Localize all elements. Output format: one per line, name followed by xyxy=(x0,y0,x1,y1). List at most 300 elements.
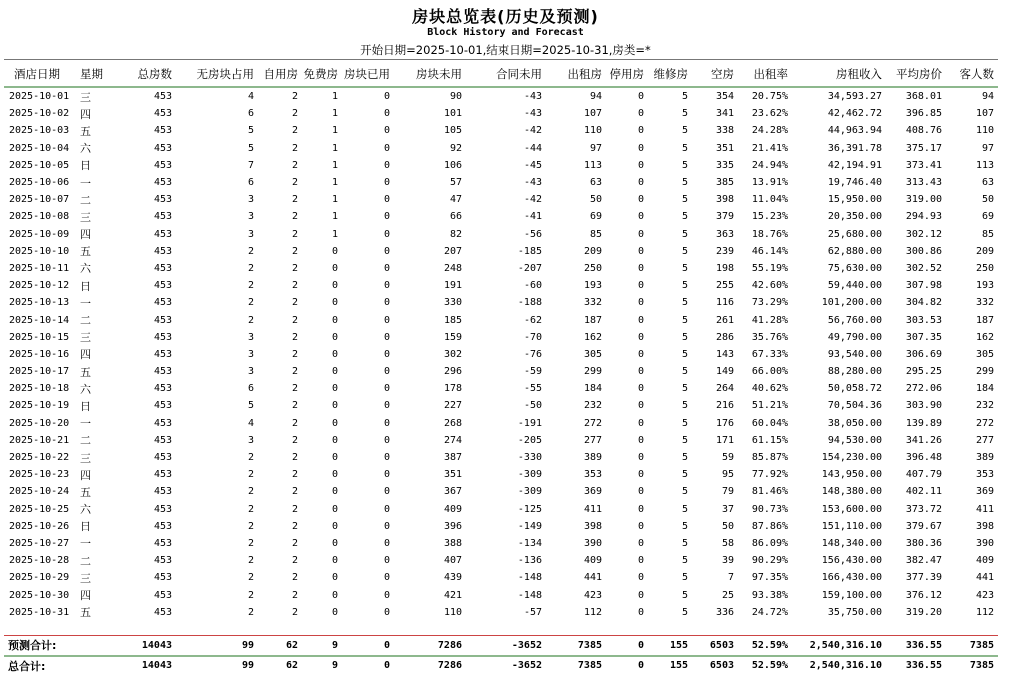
total-cell: 7385 xyxy=(969,660,994,671)
table-cell: 2 xyxy=(291,417,298,429)
table-cell: -50 xyxy=(523,400,542,412)
table-cell: 143,950.00 xyxy=(821,469,882,481)
table-cell: -59 xyxy=(523,366,542,378)
table-cell: 0 xyxy=(637,194,644,206)
table-cell: 387 xyxy=(443,452,462,464)
table-row xyxy=(4,466,998,483)
total-cell: 7385 xyxy=(577,660,602,671)
table-cell: 5 xyxy=(681,159,688,171)
block-table xyxy=(4,61,998,621)
table-cell: 396.48 xyxy=(905,452,942,464)
table-cell: 63 xyxy=(981,177,994,189)
table-cell: 40.62% xyxy=(751,383,788,395)
total-cell: 52.59% xyxy=(751,639,788,651)
total-cell: 0 xyxy=(383,639,390,651)
table-cell: 82 xyxy=(449,228,462,240)
table-cell: -134 xyxy=(517,537,542,549)
table-cell: 305 xyxy=(975,348,994,360)
table-cell: 0 xyxy=(637,383,644,395)
table-cell: 227 xyxy=(443,400,462,412)
table-cell: 453 xyxy=(153,572,172,584)
table-cell: 0 xyxy=(637,417,644,429)
table-cell: 55.19% xyxy=(751,262,788,274)
total-cell: 155 xyxy=(669,660,688,671)
table-cell: 0 xyxy=(637,125,644,137)
table-row xyxy=(4,535,998,552)
table-cell: 三 xyxy=(80,451,91,465)
table-cell: 0 xyxy=(383,331,390,343)
column-header: 平均房价 xyxy=(886,61,946,87)
column-header: 酒店日期 xyxy=(4,61,76,87)
table-row xyxy=(4,329,998,346)
table-cell: 453 xyxy=(153,383,172,395)
table-cell: 一 xyxy=(80,417,91,431)
table-cell: 409 xyxy=(975,555,994,567)
table-cell: 5 xyxy=(681,469,688,481)
table-cell: 2 xyxy=(291,572,298,584)
table-cell: 232 xyxy=(583,400,602,412)
total-cell: 336.55 xyxy=(905,660,942,671)
table-cell: 2 xyxy=(247,537,254,549)
table-cell: 六 xyxy=(80,382,91,396)
table-cell: 453 xyxy=(153,280,172,292)
table-cell: 379.67 xyxy=(905,520,942,532)
table-cell: 376.12 xyxy=(905,589,942,601)
table-cell: 6 xyxy=(247,108,254,120)
table-cell: 2 xyxy=(291,486,298,498)
table-cell: 6 xyxy=(247,383,254,395)
table-cell: 0 xyxy=(331,572,338,584)
table-cell: 2 xyxy=(291,91,298,103)
table-cell: 453 xyxy=(153,159,172,171)
table-cell: 232 xyxy=(975,400,994,412)
total-cell: 7286 xyxy=(437,660,462,671)
table-cell: 0 xyxy=(383,520,390,532)
table-cell: 2 xyxy=(291,125,298,137)
table-cell: 0 xyxy=(637,245,644,257)
table-cell: 0 xyxy=(383,228,390,240)
table-cell: 2 xyxy=(291,400,298,412)
table-cell: -41 xyxy=(523,211,542,223)
table-cell: 97 xyxy=(589,142,602,154)
total-cell: 7286 xyxy=(437,639,462,651)
table-cell: 112 xyxy=(583,606,602,618)
table-cell: 353 xyxy=(583,469,602,481)
table-cell: 390 xyxy=(975,537,994,549)
table-cell: 79 xyxy=(721,486,734,498)
table-cell: 2025-10-23 xyxy=(9,469,70,481)
table-cell: -43 xyxy=(523,91,542,103)
table-cell: 353 xyxy=(975,469,994,481)
table-cell: 453 xyxy=(153,400,172,412)
table-cell: 87.86% xyxy=(751,520,788,532)
table-cell: 101,200.00 xyxy=(821,297,882,309)
table-cell: 0 xyxy=(637,606,644,618)
table-cell: 三 xyxy=(80,571,91,585)
table-cell: 81.46% xyxy=(751,486,788,498)
table-cell: 453 xyxy=(153,108,172,120)
table-cell: 332 xyxy=(975,297,994,309)
table-cell: 24.94% xyxy=(751,159,788,171)
table-cell: 5 xyxy=(681,520,688,532)
table-cell: 日 xyxy=(80,520,91,534)
table-cell: 193 xyxy=(583,280,602,292)
table-cell: 25 xyxy=(721,589,734,601)
table-cell: 2 xyxy=(291,520,298,532)
table-cell: 439 xyxy=(443,572,462,584)
table-cell: 2 xyxy=(247,297,254,309)
table-cell: 62,880.00 xyxy=(827,245,882,257)
table-cell: 5 xyxy=(681,537,688,549)
table-cell: 0 xyxy=(637,177,644,189)
table-cell: 44,963.94 xyxy=(827,125,882,137)
table-cell: -57 xyxy=(523,606,542,618)
table-cell: 0 xyxy=(331,469,338,481)
table-cell: 60.04% xyxy=(751,417,788,429)
table-cell: 2 xyxy=(291,159,298,171)
table-cell: 2 xyxy=(291,383,298,395)
table-cell: 209 xyxy=(583,245,602,257)
table-cell: 382.47 xyxy=(905,555,942,567)
total-cell: 0 xyxy=(383,660,390,671)
table-cell: 0 xyxy=(331,589,338,601)
table-cell: 332 xyxy=(583,297,602,309)
table-cell: 0 xyxy=(383,572,390,584)
table-cell: 453 xyxy=(153,537,172,549)
table-cell: 五 xyxy=(80,245,91,259)
table-cell: 441 xyxy=(975,572,994,584)
table-cell: 398 xyxy=(975,520,994,532)
table-cell: 398 xyxy=(583,520,602,532)
table-cell: 336 xyxy=(715,606,734,618)
column-header: 停用房 xyxy=(606,61,648,87)
table-cell: 0 xyxy=(637,452,644,464)
table-cell: 0 xyxy=(637,331,644,343)
table-cell: 453 xyxy=(153,245,172,257)
table-cell: 423 xyxy=(583,589,602,601)
table-cell: 0 xyxy=(383,194,390,206)
table-cell: 7 xyxy=(727,572,734,584)
column-header: 免费房 xyxy=(302,61,342,87)
table-cell: 407 xyxy=(443,555,462,567)
table-cell: 453 xyxy=(153,228,172,240)
column-header: 空房 xyxy=(692,61,738,87)
column-header: 无房块占用 xyxy=(176,61,258,87)
table-cell: 2025-10-29 xyxy=(9,572,70,584)
table-cell: 398 xyxy=(715,194,734,206)
table-cell: 264 xyxy=(715,383,734,395)
table-cell: 63 xyxy=(589,177,602,189)
table-cell: -60 xyxy=(523,280,542,292)
report-title: 房块总览表(历史及预测) xyxy=(412,7,599,26)
table-cell: 363 xyxy=(715,228,734,240)
table-cell: 2 xyxy=(247,606,254,618)
table-cell: 0 xyxy=(637,262,644,274)
table-cell: 453 xyxy=(153,262,172,274)
table-cell: 107 xyxy=(583,108,602,120)
table-cell: 5 xyxy=(681,91,688,103)
table-cell: 0 xyxy=(383,108,390,120)
table-cell: 2025-10-01 xyxy=(9,91,70,103)
table-cell: 2 xyxy=(291,142,298,154)
table-cell: 2025-10-06 xyxy=(9,177,70,189)
report-parameters: 开始日期=2025-10-01,结束日期=2025-10-31,房类=* xyxy=(360,43,651,57)
table-row xyxy=(4,380,998,397)
table-cell: 187 xyxy=(583,314,602,326)
table-cell: 5 xyxy=(681,486,688,498)
table-cell: 0 xyxy=(637,555,644,567)
table-cell: 0 xyxy=(383,434,390,446)
table-cell: 一 xyxy=(80,296,91,310)
table-row xyxy=(4,122,998,139)
total-cell: -3652 xyxy=(511,639,542,651)
table-cell: 305 xyxy=(583,348,602,360)
table-cell: 73.29% xyxy=(751,297,788,309)
table-row xyxy=(4,140,998,157)
table-cell: 39 xyxy=(721,555,734,567)
table-row xyxy=(4,518,998,535)
table-cell: 171 xyxy=(715,434,734,446)
table-cell: 59 xyxy=(721,452,734,464)
table-cell: 90.73% xyxy=(751,503,788,515)
column-header: 自用房 xyxy=(258,61,302,87)
table-cell: 198 xyxy=(715,262,734,274)
table-cell: 5 xyxy=(681,297,688,309)
table-cell: 0 xyxy=(383,211,390,223)
table-cell: 5 xyxy=(681,228,688,240)
table-cell: 187 xyxy=(975,314,994,326)
table-cell: 272 xyxy=(583,417,602,429)
table-cell: 0 xyxy=(383,297,390,309)
table-cell: 2025-10-05 xyxy=(9,159,70,171)
table-cell: 2 xyxy=(291,108,298,120)
table-cell: 0 xyxy=(331,297,338,309)
total-cell: 99 xyxy=(241,639,254,651)
table-cell: 5 xyxy=(681,572,688,584)
table-cell: 5 xyxy=(681,503,688,515)
table-cell: -309 xyxy=(517,486,542,498)
table-cell: 4 xyxy=(247,417,254,429)
table-cell: 0 xyxy=(637,434,644,446)
table-cell: 2025-10-16 xyxy=(9,348,70,360)
table-row xyxy=(4,586,998,603)
table-cell: 0 xyxy=(637,366,644,378)
table-cell: 2 xyxy=(291,503,298,515)
total-cell: 14043 xyxy=(141,660,172,671)
table-cell: 0 xyxy=(331,486,338,498)
table-cell: 110 xyxy=(443,606,462,618)
table-cell: 0 xyxy=(383,417,390,429)
table-cell: 2025-10-08 xyxy=(9,211,70,223)
table-cell: 7 xyxy=(247,159,254,171)
table-cell: 0 xyxy=(637,589,644,601)
table-cell: 二 xyxy=(80,314,91,328)
table-cell: 453 xyxy=(153,589,172,601)
table-cell: 453 xyxy=(153,417,172,429)
table-cell: 0 xyxy=(637,228,644,240)
table-cell: 112 xyxy=(975,606,994,618)
table-cell: 0 xyxy=(331,366,338,378)
table-cell: 3 xyxy=(247,366,254,378)
table-cell: 389 xyxy=(583,452,602,464)
table-cell: 380.36 xyxy=(905,537,942,549)
table-cell: 453 xyxy=(153,434,172,446)
total-cell: 14043 xyxy=(141,639,172,651)
table-cell: 94 xyxy=(981,91,994,103)
table-cell: 250 xyxy=(583,262,602,274)
table-cell: 34,593.27 xyxy=(827,91,882,103)
table-cell: 37 xyxy=(721,503,734,515)
table-cell: 367 xyxy=(443,486,462,498)
table-cell: 5 xyxy=(681,194,688,206)
table-cell: 五 xyxy=(80,124,91,138)
table-cell: 0 xyxy=(637,537,644,549)
table-cell: 453 xyxy=(153,348,172,360)
table-cell: 272 xyxy=(975,417,994,429)
table-cell: 2025-10-03 xyxy=(9,125,70,137)
table-cell: 153,600.00 xyxy=(821,503,882,515)
table-cell: 107 xyxy=(975,108,994,120)
table-cell: 5 xyxy=(681,211,688,223)
table-cell: 0 xyxy=(637,314,644,326)
table-cell: 453 xyxy=(153,142,172,154)
table-cell: 2025-10-19 xyxy=(9,400,70,412)
table-cell: 2025-10-21 xyxy=(9,434,70,446)
table-cell: 385 xyxy=(715,177,734,189)
table-cell: 1 xyxy=(331,211,338,223)
table-cell: 272.06 xyxy=(905,383,942,395)
table-cell: 341.26 xyxy=(905,434,942,446)
table-cell: 2 xyxy=(247,555,254,567)
table-cell: 5 xyxy=(681,452,688,464)
table-cell: 85.87% xyxy=(751,452,788,464)
table-cell: 2 xyxy=(291,589,298,601)
table-cell: 日 xyxy=(80,399,91,413)
column-header: 总房数 xyxy=(114,61,176,87)
table-row xyxy=(4,604,998,621)
table-cell: 五 xyxy=(80,606,91,620)
table-cell: 411 xyxy=(583,503,602,515)
table-cell: 2 xyxy=(247,572,254,584)
table-cell: -42 xyxy=(523,125,542,137)
table-cell: 0 xyxy=(383,142,390,154)
table-cell: 0 xyxy=(383,486,390,498)
table-cell: 42.60% xyxy=(751,280,788,292)
table-cell: 453 xyxy=(153,194,172,206)
table-cell: 50 xyxy=(721,520,734,532)
table-cell: 2 xyxy=(291,211,298,223)
table-row xyxy=(4,363,998,380)
table-cell: 3 xyxy=(247,434,254,446)
table-cell: 5 xyxy=(247,400,254,412)
table-cell: 303.53 xyxy=(905,314,942,326)
table-cell: 2 xyxy=(291,245,298,257)
column-header: 合同未用 xyxy=(466,61,546,87)
table-cell: 18.76% xyxy=(751,228,788,240)
total-cell: 2,540,316.10 xyxy=(809,660,882,671)
table-cell: 409 xyxy=(443,503,462,515)
table-cell: 97 xyxy=(981,142,994,154)
table-cell: 453 xyxy=(153,91,172,103)
table-cell: 2025-10-04 xyxy=(9,142,70,154)
table-cell: 2 xyxy=(291,177,298,189)
table-row xyxy=(4,449,998,466)
table-cell: 0 xyxy=(637,520,644,532)
column-header: 星期 xyxy=(76,61,114,87)
total-cell xyxy=(76,636,114,655)
table-cell: 149 xyxy=(715,366,734,378)
table-cell: 75,630.00 xyxy=(827,262,882,274)
table-cell: 四 xyxy=(80,348,91,362)
table-cell: 2 xyxy=(291,331,298,343)
table-cell: -70 xyxy=(523,331,542,343)
table-cell: 日 xyxy=(80,279,91,293)
table-cell: 三 xyxy=(80,90,91,104)
table-cell: 0 xyxy=(383,366,390,378)
table-row xyxy=(4,260,998,277)
table-cell: 2 xyxy=(247,314,254,326)
table-cell: -43 xyxy=(523,177,542,189)
table-cell: -188 xyxy=(517,297,542,309)
table-cell: 2 xyxy=(291,262,298,274)
table-cell: 2025-10-13 xyxy=(9,297,70,309)
table-cell: 151,110.00 xyxy=(821,520,882,532)
table-cell: 341 xyxy=(715,108,734,120)
table-cell: 42,194.91 xyxy=(827,159,882,171)
table-cell: 42,462.72 xyxy=(827,108,882,120)
table-cell: -44 xyxy=(523,142,542,154)
table-cell: 268 xyxy=(443,417,462,429)
table-cell: 453 xyxy=(153,555,172,567)
table-cell: 335 xyxy=(715,159,734,171)
table-cell: 193 xyxy=(975,280,994,292)
column-header: 出租房 xyxy=(546,61,606,87)
column-header: 房块已用 xyxy=(342,61,394,87)
table-cell: 5 xyxy=(681,589,688,601)
table-cell: 2 xyxy=(247,452,254,464)
total-cell: 336.55 xyxy=(905,639,942,651)
table-cell: 3 xyxy=(247,228,254,240)
table-cell: -149 xyxy=(517,520,542,532)
total-cell: 7385 xyxy=(969,639,994,651)
table-cell: 2025-10-17 xyxy=(9,366,70,378)
column-header: 维修房 xyxy=(648,61,692,87)
table-cell: 2025-10-20 xyxy=(9,417,70,429)
table-cell: 239 xyxy=(715,245,734,257)
table-cell: 154,230.00 xyxy=(821,452,882,464)
table-cell: 0 xyxy=(331,348,338,360)
table-cell: 0 xyxy=(637,486,644,498)
table-cell: 0 xyxy=(383,469,390,481)
table-cell: 四 xyxy=(80,468,91,482)
table-cell: 5 xyxy=(247,142,254,154)
table-cell: 113 xyxy=(583,159,602,171)
table-cell: 5 xyxy=(681,108,688,120)
table-cell: 368.01 xyxy=(905,91,942,103)
table-cell: 5 xyxy=(681,177,688,189)
table-cell: 二 xyxy=(80,554,91,568)
table-cell: 2 xyxy=(247,245,254,257)
table-row xyxy=(4,294,998,311)
table-cell: 四 xyxy=(80,589,91,603)
table-cell: 五 xyxy=(80,485,91,499)
table-cell: 299 xyxy=(975,366,994,378)
header-divider xyxy=(4,59,998,60)
table-cell: 453 xyxy=(153,366,172,378)
table-cell: 2 xyxy=(291,366,298,378)
table-cell: 453 xyxy=(153,520,172,532)
table-cell: 0 xyxy=(637,91,644,103)
